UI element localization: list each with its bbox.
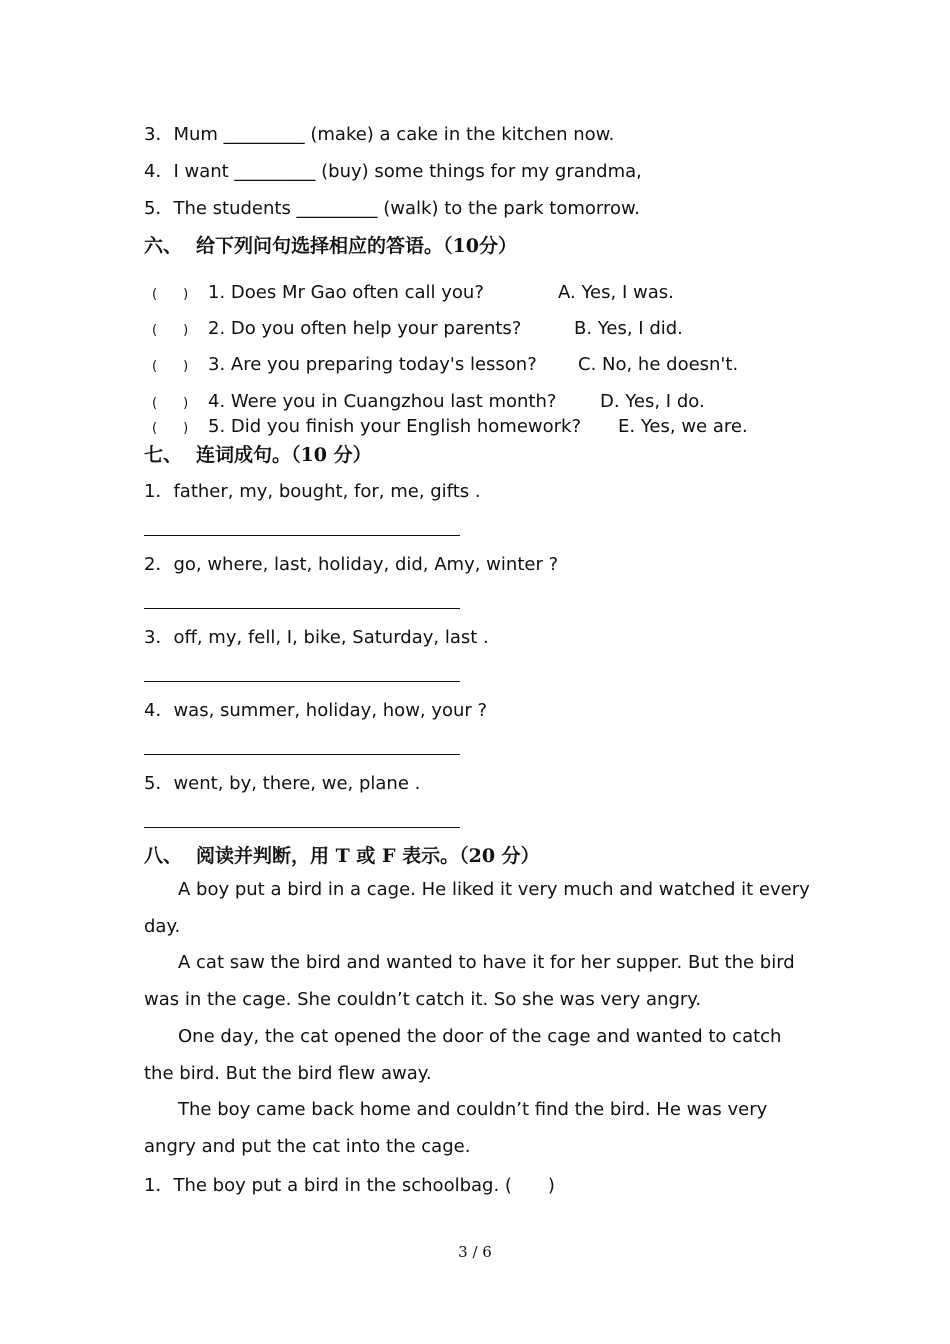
matching-item-5 <box>152 416 748 437</box>
reading-paragraph-3: One day, the cat opened the door of the cage and wanted to catch the bird. But the bird flew away. <box>144 1026 782 1084</box>
section-7-heading <box>144 440 372 467</box>
section-6-heading <box>144 231 517 258</box>
matching-item-3 <box>152 354 739 375</box>
section-7-title: 连词成句。（10 分） <box>196 444 372 466</box>
answer-line[interactable] <box>144 754 460 755</box>
answer-option: C. No, he doesn't. <box>578 354 739 375</box>
section-8-number: 八、 <box>144 845 183 867</box>
reading-paragraph-2: A cat saw the bird and wanted to have it for her supper. But the bird was in the cage. She couldn’t catch it. So she was very angry. <box>144 952 795 1010</box>
fill-in-item-3: 3．Mum _________ (make) a cake in the kitchen now. <box>144 124 615 145</box>
answer-option: B. Yes, I did. <box>574 318 683 339</box>
question-text: 2. Do you often help your parents? <box>208 318 522 339</box>
word-order-item-2: 2．go, where, last, holiday, did, Amy, winter ? <box>144 554 559 575</box>
answer-blank[interactable]: ( ) <box>152 323 189 338</box>
fill-in-item-5: 5．The students _________ (walk) to the park tomorrow. <box>144 198 640 219</box>
fill-in-item-4: 4．I want _________ (buy) some things for my grandma, <box>144 161 642 182</box>
word-order-item-3: 3．off, my, fell, I, bike, Saturday, last . <box>144 627 489 648</box>
answer-blank[interactable]: ( ) <box>152 359 189 374</box>
section-7-number: 七、 <box>144 444 183 466</box>
question-text: 4. Were you in Cuangzhou last month? <box>208 391 557 412</box>
reading-paragraph-4: The boy came back home and couldn’t find the bird. He was very angry and put the cat into the cage. <box>144 1099 768 1157</box>
question-text: 3. Are you preparing today's lesson? <box>208 354 537 375</box>
matching-item-1 <box>152 282 674 303</box>
answer-option: D. Yes, I do. <box>600 391 705 412</box>
answer-line[interactable] <box>144 681 460 682</box>
answer-option: A. Yes, I was. <box>558 282 674 303</box>
answer-option: E. Yes, we are. <box>618 416 748 437</box>
matching-item-4 <box>152 391 705 412</box>
word-order-item-4: 4．was, summer, holiday, how, your ? <box>144 700 488 721</box>
section-6-title: 给下列问句选择相应的答语。（10分） <box>196 235 517 257</box>
section-8-heading <box>144 841 540 868</box>
true-false-question-1: 1．The boy put a bird in the schoolbag. ( ) <box>144 1175 555 1196</box>
answer-blank[interactable]: ( ) <box>152 421 189 436</box>
word-order-item-5: 5．went, by, there, we, plane . <box>144 773 421 794</box>
page-number: 3 / 6 <box>458 1243 492 1261</box>
answer-blank[interactable]: ( ) <box>152 396 189 411</box>
word-order-item-1: 1．father, my, bought, for, me, gifts . <box>144 481 481 502</box>
matching-item-2 <box>152 318 683 339</box>
answer-line[interactable] <box>144 608 460 609</box>
answer-line[interactable] <box>144 827 460 828</box>
answer-line[interactable] <box>144 535 460 536</box>
reading-paragraph-1: A boy put a bird in a cage. He liked it very much and watched it every day. <box>144 879 810 937</box>
section-6-number: 六、 <box>144 235 183 257</box>
question-text: 1. Does Mr Gao often call you? <box>208 282 484 303</box>
question-text: 5. Did you finish your English homework? <box>208 416 582 437</box>
section-8-title: 阅读并判断，用 T 或 F 表示。（20 分） <box>196 845 540 867</box>
answer-blank[interactable]: ( ) <box>152 287 189 302</box>
